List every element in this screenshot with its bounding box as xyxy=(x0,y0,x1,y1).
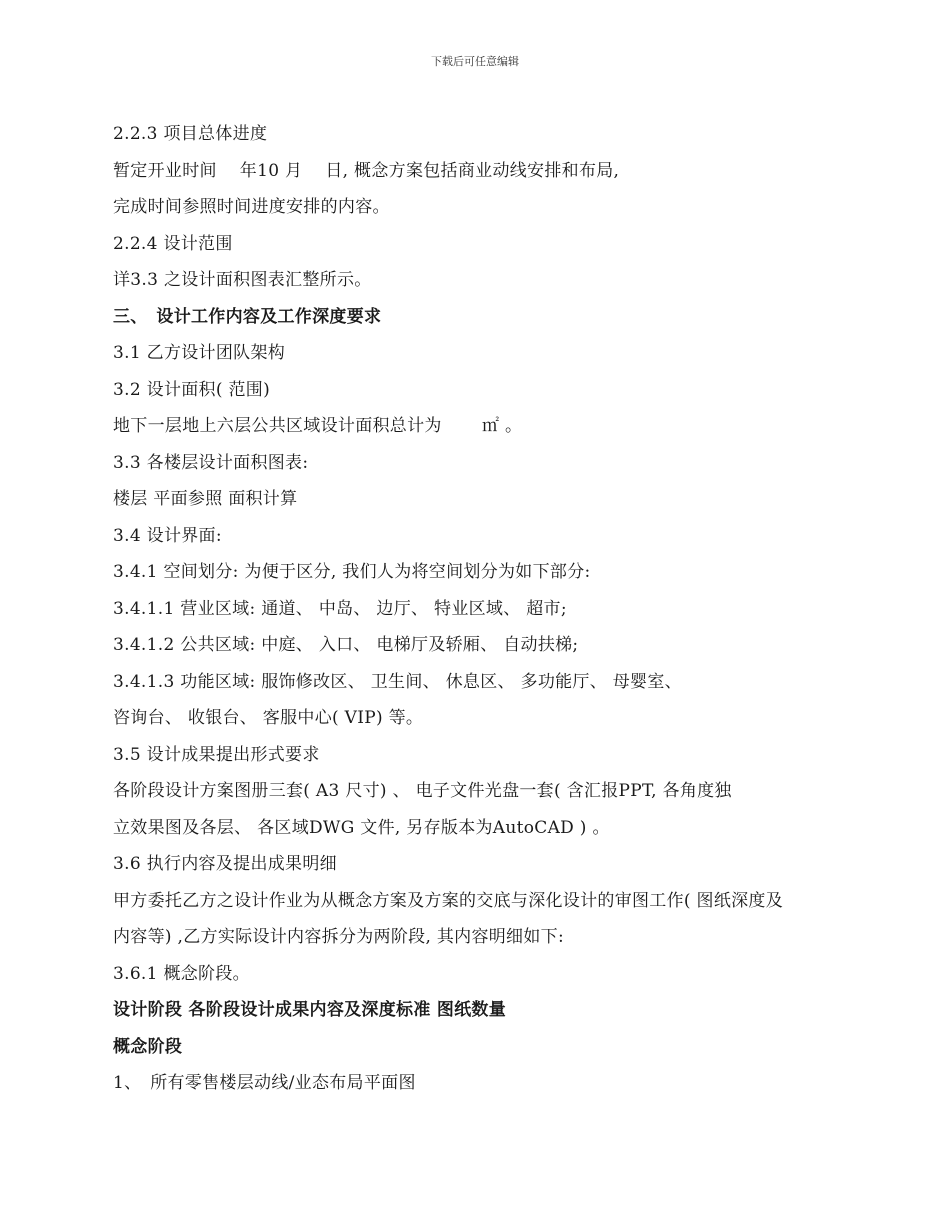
paragraph-line: 3.4.1.3 功能区域: 服饰修改区、 卫生间、 休息区、 多功能厅、 母婴室、 xyxy=(113,671,682,692)
section-heading: 3.6 执行内容及提出成果明细 xyxy=(113,854,337,874)
section-heading: 3.3 各楼层设计面积图表: xyxy=(113,452,309,473)
section-heading: 2.2.4 设计范围 xyxy=(113,233,233,254)
section-heading: 2.2.3 项目总体进度 xyxy=(113,124,268,144)
paragraph-line: 3.4.1.2 公共区域: 中庭、 入口、 电梯厅及轿厢、 自动扶梯; xyxy=(113,635,579,655)
paragraph-line: 地下一层地上六层公共区域设计面积总计为 ㎡ 。 xyxy=(113,416,523,436)
paragraph-line: 完成时间参照时间进度安排的内容。 xyxy=(113,197,390,217)
section-heading: 3.6.1 概念阶段。 xyxy=(113,963,250,984)
paragraph-line: 各阶段设计方案图册三套( A3 尺寸) 、 电子文件光盘一套( 含汇报PPT, 各角度独 xyxy=(113,781,732,801)
section-heading: 3.5 设计成果提出形式要求 xyxy=(113,744,320,765)
paragraph-line: 3.4.1.1 营业区域: 通道、 中岛、 边厅、 特业区域、 超市; xyxy=(113,598,567,619)
section-heading: 3.4 设计界面: xyxy=(113,525,222,546)
table-heading: 设计阶段 各阶段设计成果内容及深度标准 图纸数量 xyxy=(113,1000,507,1020)
stage-heading: 概念阶段 xyxy=(113,1036,183,1057)
section-heading: 3.2 设计面积( 范围) xyxy=(113,379,271,400)
list-item: 1、 所有零售楼层动线/业态布局平面图 xyxy=(113,1073,416,1093)
paragraph-line: 甲方委托乙方之设计作业为从概念方案及方案的交底与深化设计的审图工作( 图纸深度及 xyxy=(113,890,784,911)
paragraph-line: 立效果图及各层、 各区域DWG 文件, 另存版本为AutoCAD ) 。 xyxy=(113,817,610,838)
paragraph-line: 3.4.1 空间划分: 为便于区分, 我们人为将空间划分为如下部分: xyxy=(113,562,591,582)
paragraph-line: 内容等) ,乙方实际设计内容拆分为两阶段, 其内容明细如下: xyxy=(113,927,564,947)
paragraph-line: 暂定开业时间 年10 月 日, 概念方案包括商业动线安排和布局, xyxy=(113,160,620,181)
section-heading: 3.1 乙方设计团队架构 xyxy=(113,343,286,363)
page-header: 下载后可任意编辑 xyxy=(431,55,519,68)
paragraph-line: 详3.3 之设计面积图表汇整所示。 xyxy=(113,270,372,290)
chapter-heading: 三、 设计工作内容及工作深度要求 xyxy=(113,306,382,327)
document-body xyxy=(113,116,853,1102)
paragraph-line: 楼层 平面参照 面积计算 xyxy=(113,489,298,509)
paragraph-line: 咨询台、 收银台、 客服中心( VIP) 等。 xyxy=(113,708,424,728)
